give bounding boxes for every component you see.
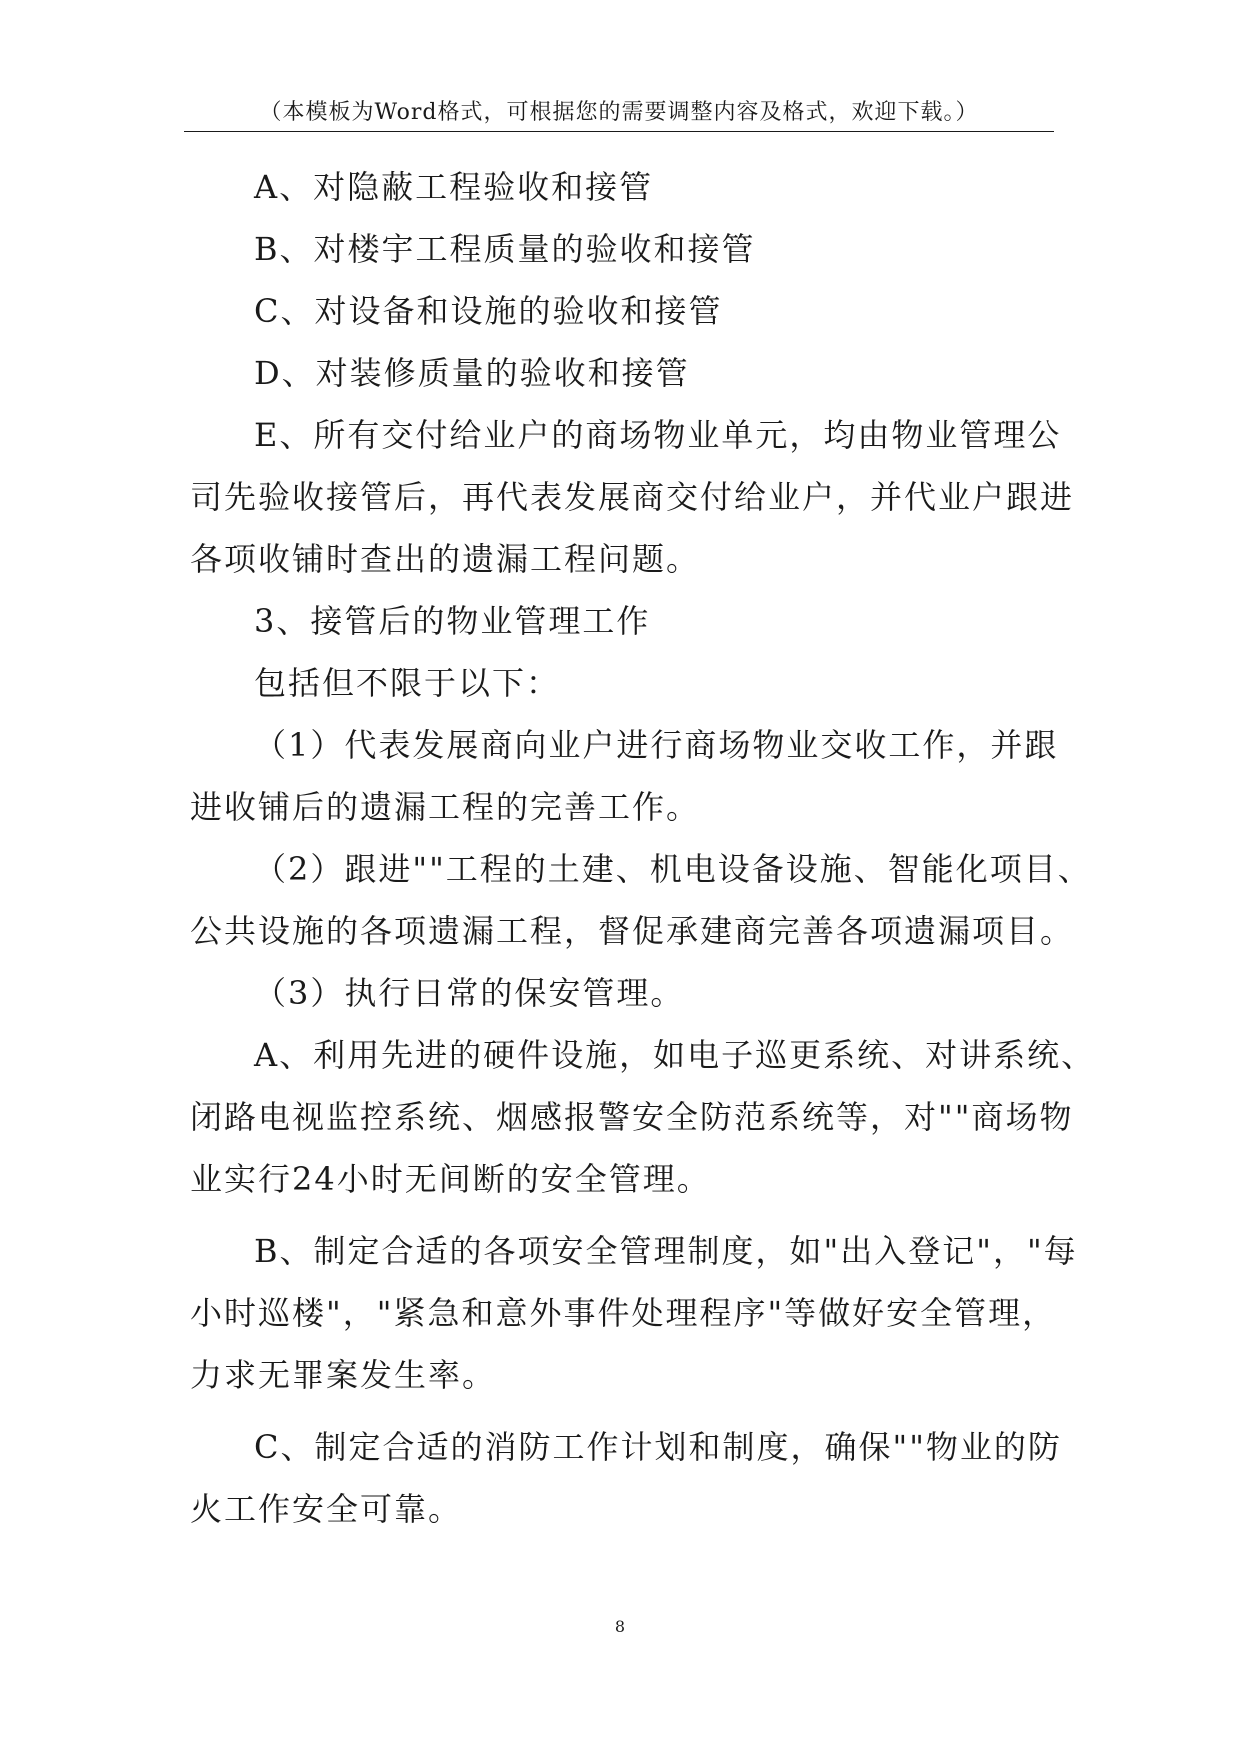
security-a-line-1: A、利用先进的硬件设施，如电子巡更系统、对讲系统、 <box>254 1036 1096 1074</box>
document-body <box>190 156 1096 1540</box>
page-number: 8 <box>614 1617 626 1636</box>
security-c-line-1: C、制定合适的消防工作计划和制度，确保""物业的防 <box>254 1428 1062 1466</box>
item-e-line-3: 各项收铺时查出的遗漏工程问题。 <box>190 540 701 578</box>
security-b-line-1: B、制定合适的各项安全管理制度，如"出入登记"，"每 <box>254 1232 1078 1270</box>
section-3-heading: 3、接管后的物业管理工作 <box>254 602 651 640</box>
item-a-hidden-works: A、对隐蔽工程验收和接管 <box>254 168 654 206</box>
point-1-line-1: （1）代表发展商向业户进行商场物业交收工作，并跟 <box>254 726 1059 764</box>
point-2-line-2: 公共设施的各项遗漏工程，督促承建商完善各项遗漏项目。 <box>190 912 1075 950</box>
security-b-line-3: 力求无罪案发生率。 <box>190 1356 497 1394</box>
point-3-heading: （3）执行日常的保安管理。 <box>254 974 685 1012</box>
security-a-line-3: 业实行24小时无间断的安全管理。 <box>190 1160 711 1198</box>
header-divider <box>184 131 1054 132</box>
security-c-line-2: 火工作安全可靠。 <box>190 1490 463 1528</box>
item-c-equipment: C、对设备和设施的验收和接管 <box>254 292 723 330</box>
paragraph-gap <box>190 1406 1070 1416</box>
point-2-line-1: （2）跟进""工程的土建、机电设备设施、智能化项目、 <box>254 850 1092 888</box>
template-note-header: （本模板为Word格式，可根据您的需要调整内容及格式，欢迎下载。） <box>259 100 979 125</box>
item-b-building-quality: B、对楼宇工程质量的验收和接管 <box>254 230 756 268</box>
section-3-intro: 包括但不限于以下： <box>254 664 561 702</box>
item-e-line-2: 司先验收接管后，再代表发展商交付给业户，并代业户跟进 <box>190 478 1075 516</box>
paragraph-gap <box>190 1210 1070 1220</box>
security-b-line-2: 小时巡楼"，"紧急和意外事件处理程序"等做好安全管理， <box>190 1294 1057 1332</box>
security-a-line-2: 闭路电视监控系统、烟感报警安全防范系统等，对""商场物 <box>190 1098 1074 1136</box>
item-d-decoration: D、对装修质量的验收和接管 <box>254 354 690 392</box>
point-1-line-2: 进收铺后的遗漏工程的完善工作。 <box>190 788 701 826</box>
item-e-line-1: E、所有交付给业户的商场物业单元，均由物业管理公 <box>254 416 1062 454</box>
